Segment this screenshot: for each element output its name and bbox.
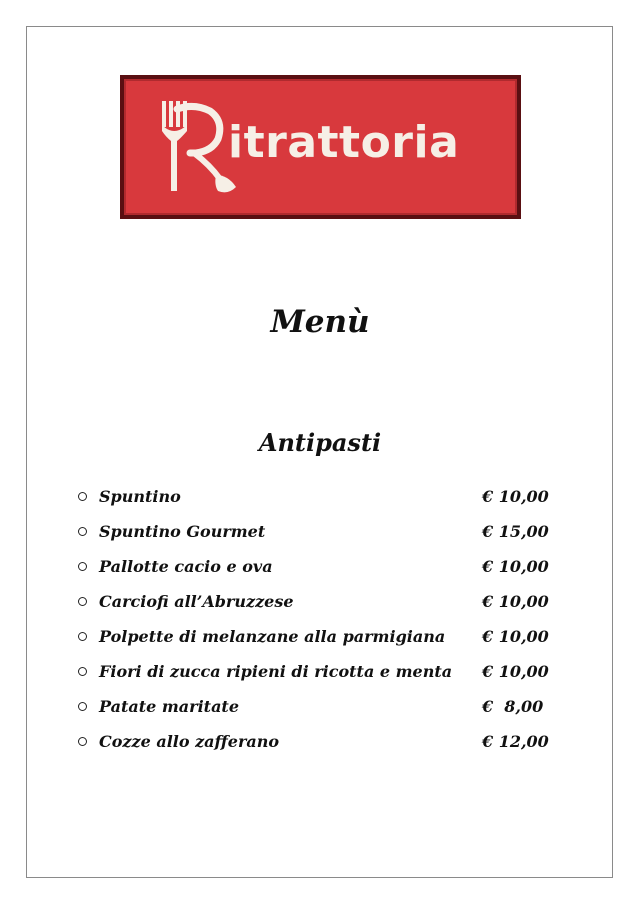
dish-name: Polpette di melanzane alla parmigiana: [99, 627, 446, 646]
list-item: [78, 729, 558, 764]
dish-price: € 8,00: [482, 697, 544, 716]
list-item: [78, 694, 558, 729]
dish-name: Fiori di zucca ripieni di ricotta e menta: [99, 662, 453, 681]
list-item: [78, 519, 558, 554]
dish-price: € 10,00: [482, 627, 549, 646]
bullet-circle-icon: [78, 702, 87, 711]
dish-name: Cozze allo zafferano: [99, 732, 280, 751]
logo-wordmark: itrattoria: [228, 117, 460, 168]
list-item: [78, 484, 558, 519]
list-item: [78, 659, 558, 694]
bullet-circle-icon: [78, 632, 87, 641]
bullet-circle-icon: [78, 737, 87, 746]
bullet-circle-icon: [78, 667, 87, 676]
dish-price: € 10,00: [482, 662, 549, 681]
dish-name: Spuntino: [99, 487, 181, 506]
list-item: [78, 624, 558, 659]
restaurant-logo-banner: [120, 75, 521, 219]
dish-price: € 12,00: [482, 732, 549, 751]
bullet-circle-icon: [78, 527, 87, 536]
logo-inner-panel: [124, 79, 517, 215]
dish-name: Carciofi all’Abruzzese: [99, 592, 294, 611]
list-item: [78, 554, 558, 589]
dish-price: € 10,00: [482, 487, 549, 506]
dish-price: € 15,00: [482, 522, 549, 541]
dish-name: Pallotte cacio e ova: [99, 557, 273, 576]
dish-price: € 10,00: [482, 557, 549, 576]
dish-name: Patate maritate: [99, 697, 239, 716]
bullet-circle-icon: [78, 597, 87, 606]
dish-price: € 10,00: [482, 592, 549, 611]
dish-name: Spuntino Gourmet: [99, 522, 266, 541]
section-title-antipasti: Antipasti: [258, 428, 382, 457]
list-item: [78, 589, 558, 624]
bullet-circle-icon: [78, 492, 87, 501]
antipasti-list: [78, 484, 558, 764]
bullet-circle-icon: [78, 562, 87, 571]
page-title: Menù: [270, 304, 370, 340]
